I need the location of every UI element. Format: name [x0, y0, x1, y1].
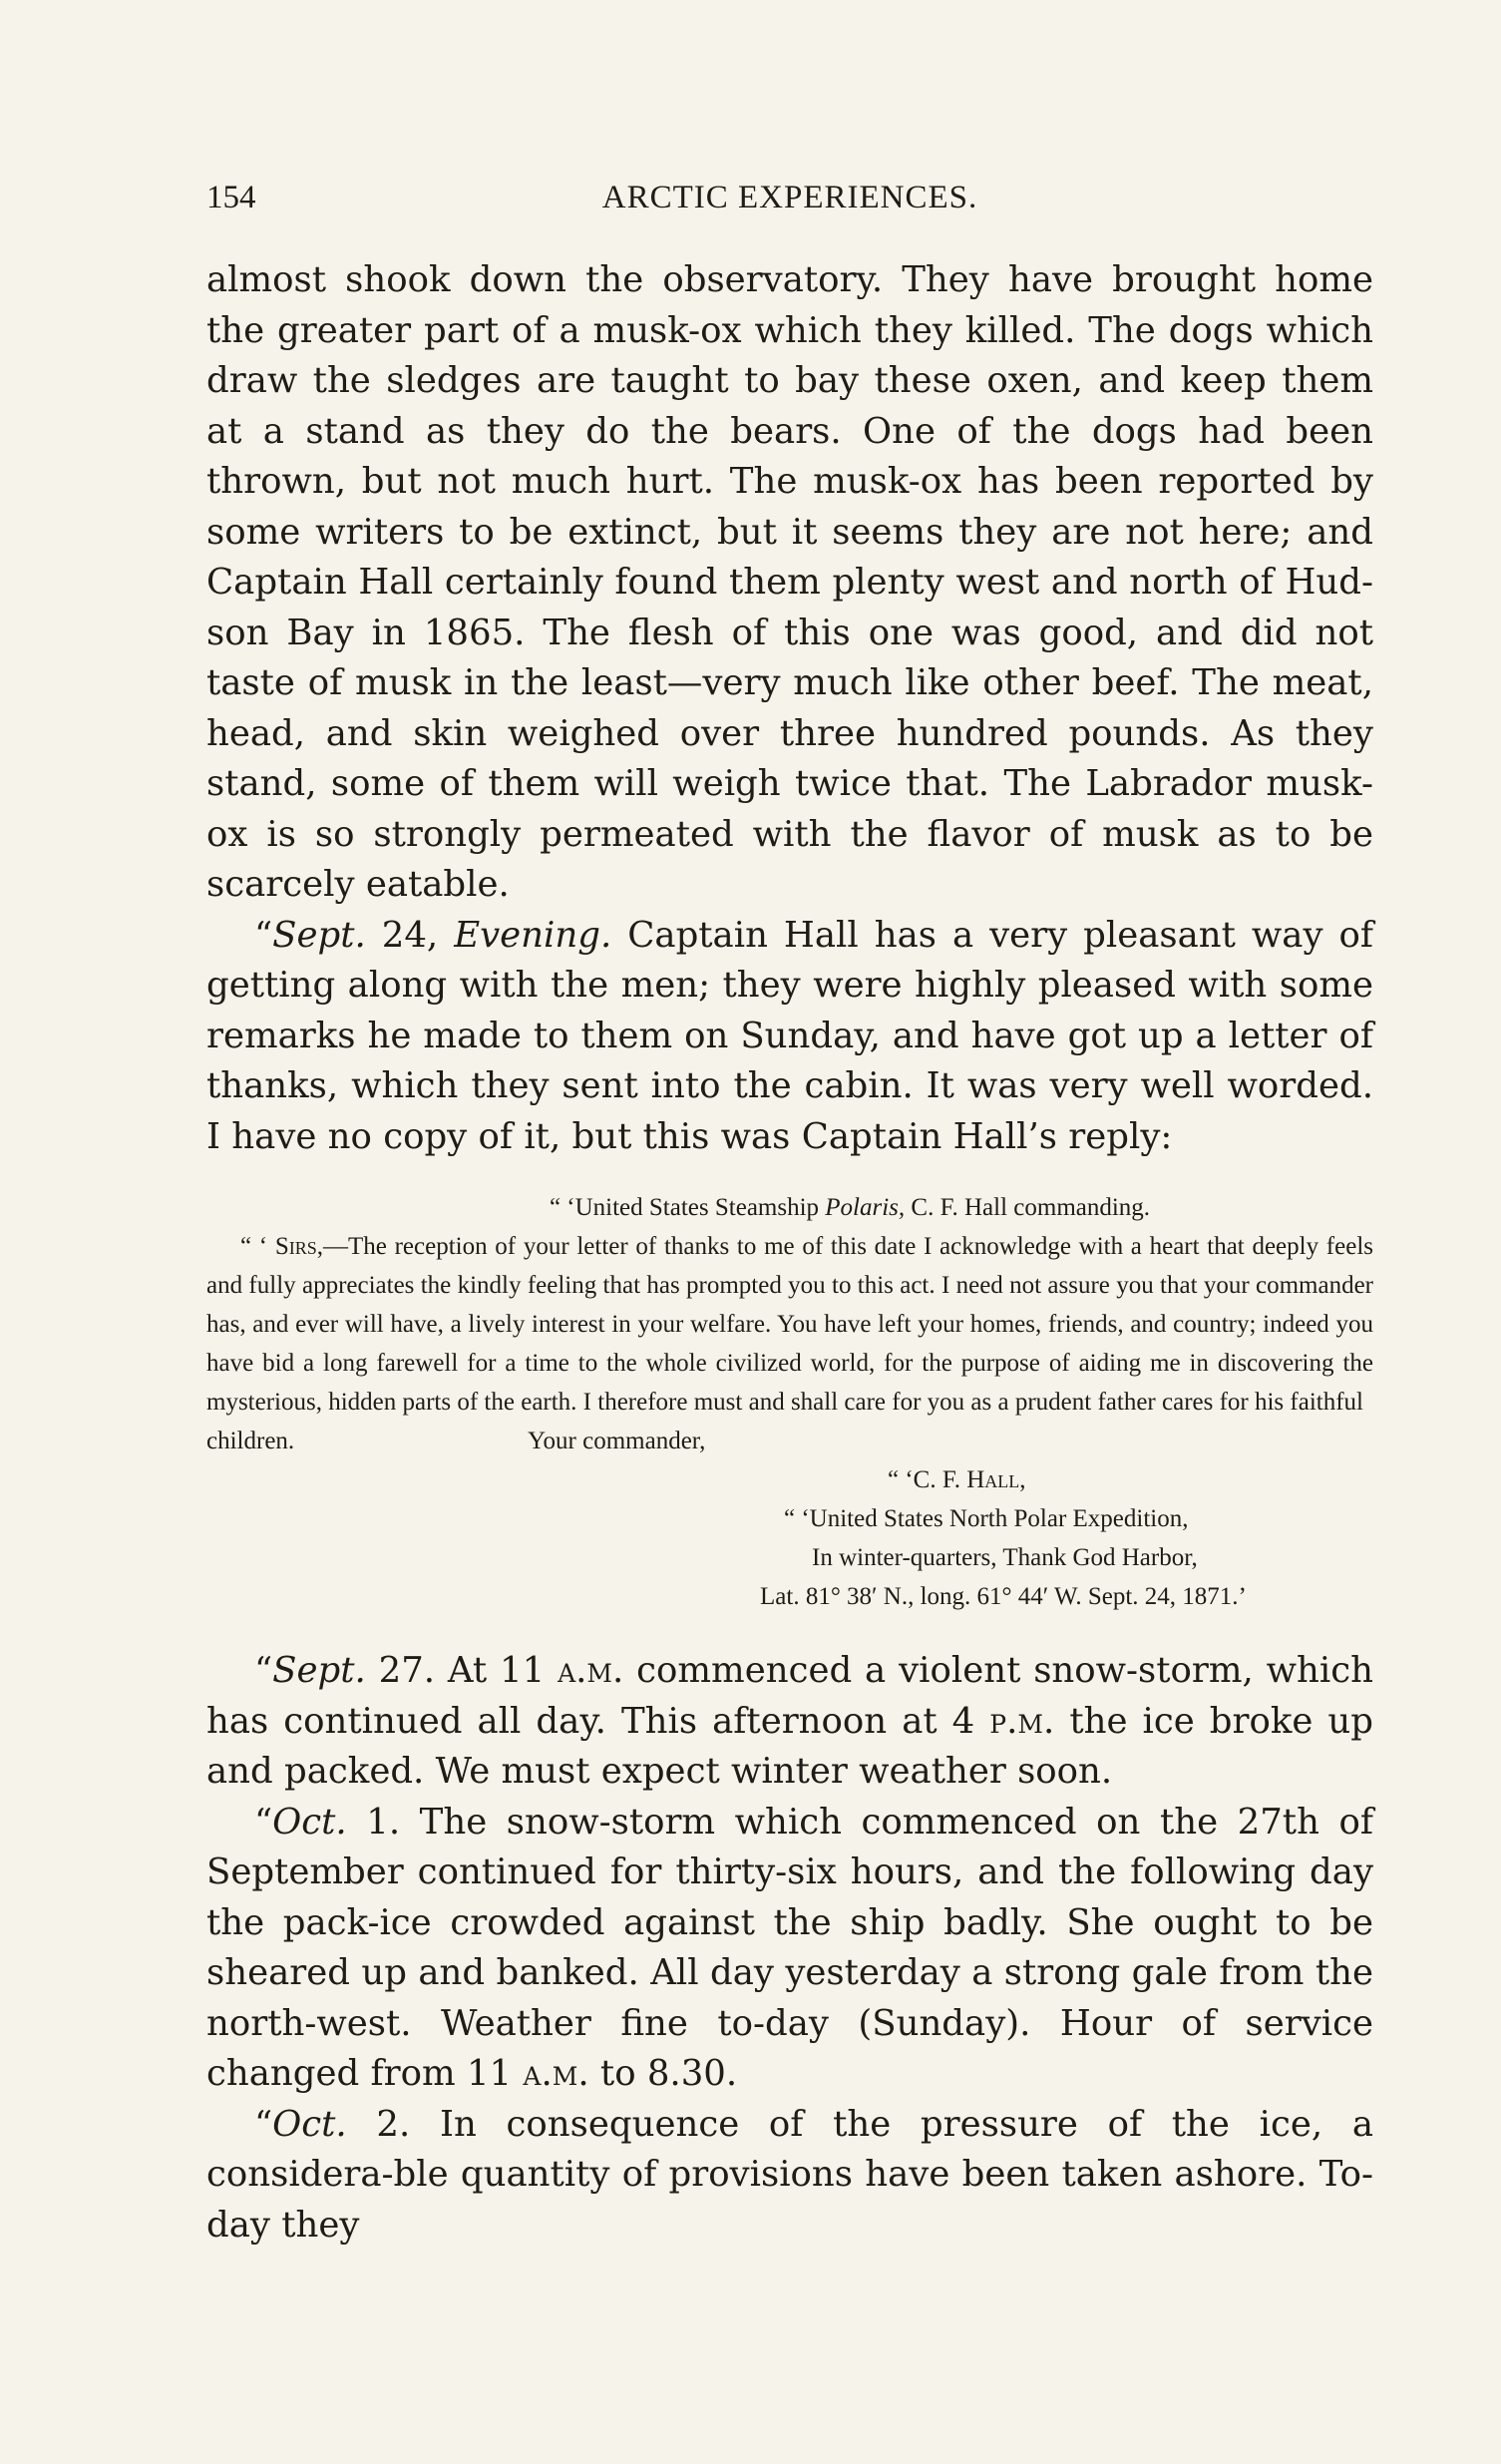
paragraph-5 — [206, 2100, 1373, 2252]
date-month: Sept. — [272, 914, 366, 956]
time-pm: p.m. — [989, 1700, 1055, 1742]
quote-mark: “ — [254, 914, 273, 956]
running-head: ARCTIC EXPERIENCES. — [601, 180, 978, 215]
letter-closing — [206, 1422, 1373, 1460]
salutation: Sirs, — [274, 1233, 324, 1260]
page-number: 154 — [206, 180, 256, 215]
quote-mark: “ — [254, 1801, 273, 1843]
paragraph-text: 27. At 11 — [365, 1650, 559, 1691]
date-month: Sept. — [272, 1650, 366, 1691]
letter-body — [206, 1227, 1373, 1422]
signature-prefix: “ ‘C. F. — [888, 1466, 967, 1493]
ship-name: Polaris, — [825, 1194, 906, 1221]
time-am: a.m. — [558, 1650, 624, 1691]
paragraph-3 — [206, 1646, 1373, 1798]
paragraph-2 — [206, 911, 1373, 1163]
heading-text: C. F. Hall commanding. — [905, 1194, 1151, 1221]
heading-text: “ ‘United States Steamship — [549, 1194, 826, 1221]
signature-line-3: Lat. 81° 38′ N., long. 61° 44′ W. Sept. 24, 1871.’ — [760, 1583, 1247, 1610]
date-time-label: Evening. — [454, 914, 612, 956]
date-month: Oct. — [272, 2103, 347, 2145]
paragraph-text: to 8.30. — [588, 2053, 738, 2094]
body-text — [206, 255, 1373, 2251]
signature-line-2: In winter-quarters, Thank God Harbor, — [812, 1544, 1198, 1571]
closing-word: children. — [206, 1428, 295, 1454]
signature-surname: Hall, — [966, 1466, 1026, 1493]
date-month: Oct. — [272, 1801, 347, 1843]
signature-line-1: “ ‘United States North Polar Expedition, — [784, 1505, 1189, 1532]
date-day: 24, — [365, 914, 455, 956]
signature-block — [760, 1460, 1373, 1616]
closing-phrase: Your commander, — [528, 1428, 706, 1454]
paragraph-text: Captain Hall has a very pleasant way of getting along with the men; they were highly pleased with some remarks he made to them on Sunday, and have got up a letter of thanks, which they sent into the cabin. It was very well worded. I have no copy of it, but this was Captain Hall’s reply: — [206, 914, 1373, 1157]
paragraph-text: commenced a violent snow-storm, which has continued all day. This afternoon at 4 — [206, 1650, 1373, 1742]
paragraph-4 — [206, 1798, 1373, 2100]
time-am: a.m. — [523, 2053, 589, 2094]
quote-mark: “ ‘ — [240, 1233, 275, 1260]
paragraph-text: 2. In consequence of the pressure of the ice, a considera-ble quantity of provisions have been taken ashore. To-day they — [206, 2103, 1373, 2246]
quote-mark: “ — [254, 1650, 273, 1691]
letter-heading — [206, 1188, 1373, 1227]
signature-name — [760, 1460, 1373, 1499]
page-header — [206, 180, 1373, 229]
letter-block — [206, 1188, 1373, 1616]
paragraph-1: almost shook down the observatory. They have brought home the greater part of a musk-ox which they killed. The dogs which draw the sledges are taught to bay these oxen, and keep them at a stand as they do the bears. One of the dogs had been thrown, but not much hurt. The musk-ox has been reported by some writers to be extinct, but it seems they are not here; and Captain Hall certainly found them plenty west and north of Hud-son Bay in 1865. The flesh of this one was good, and did not taste of musk in the least—very much like other beef. The meat, head, and skin weighed over three hundred pounds. As they stand, some of them will weigh twice that. The Labrador musk-ox is so strongly permeated with the flavor of musk as to be scarcely eatable. — [206, 259, 1373, 905]
paragraph-text: the ice broke up and packed. We must expect winter weather soon. — [206, 1700, 1373, 1792]
paragraph-text: 1. The snow-storm which commenced on the 27th of September continued for thirty-six hours, and the following day the pack-ice crowded against the ship badly. She ought to be sheared up and banked. All day yesterday a strong gale from the north-west. Weather fine to-day (Sunday). Hour of service changed from 11 — [206, 1801, 1373, 2094]
book-page — [206, 180, 1373, 2251]
quote-mark: “ — [254, 2103, 273, 2145]
letter-body-text: —The reception of your letter of thanks to me of this date I acknowledge with a heart that deeply feels and fully appreciates the kindly feeling that has prompted you to this act. I need not assure you that your commander has, and ever will have, a lively interest in your welfare. You have left your homes, friends, and country; indeed you have bid a long farewell for a time to the whole civilized world, for the purpose of aiding me in discovering the mysterious, hidden parts of the earth. I therefore must and shall care for you as a prudent father cares for his faithful — [206, 1233, 1373, 1416]
